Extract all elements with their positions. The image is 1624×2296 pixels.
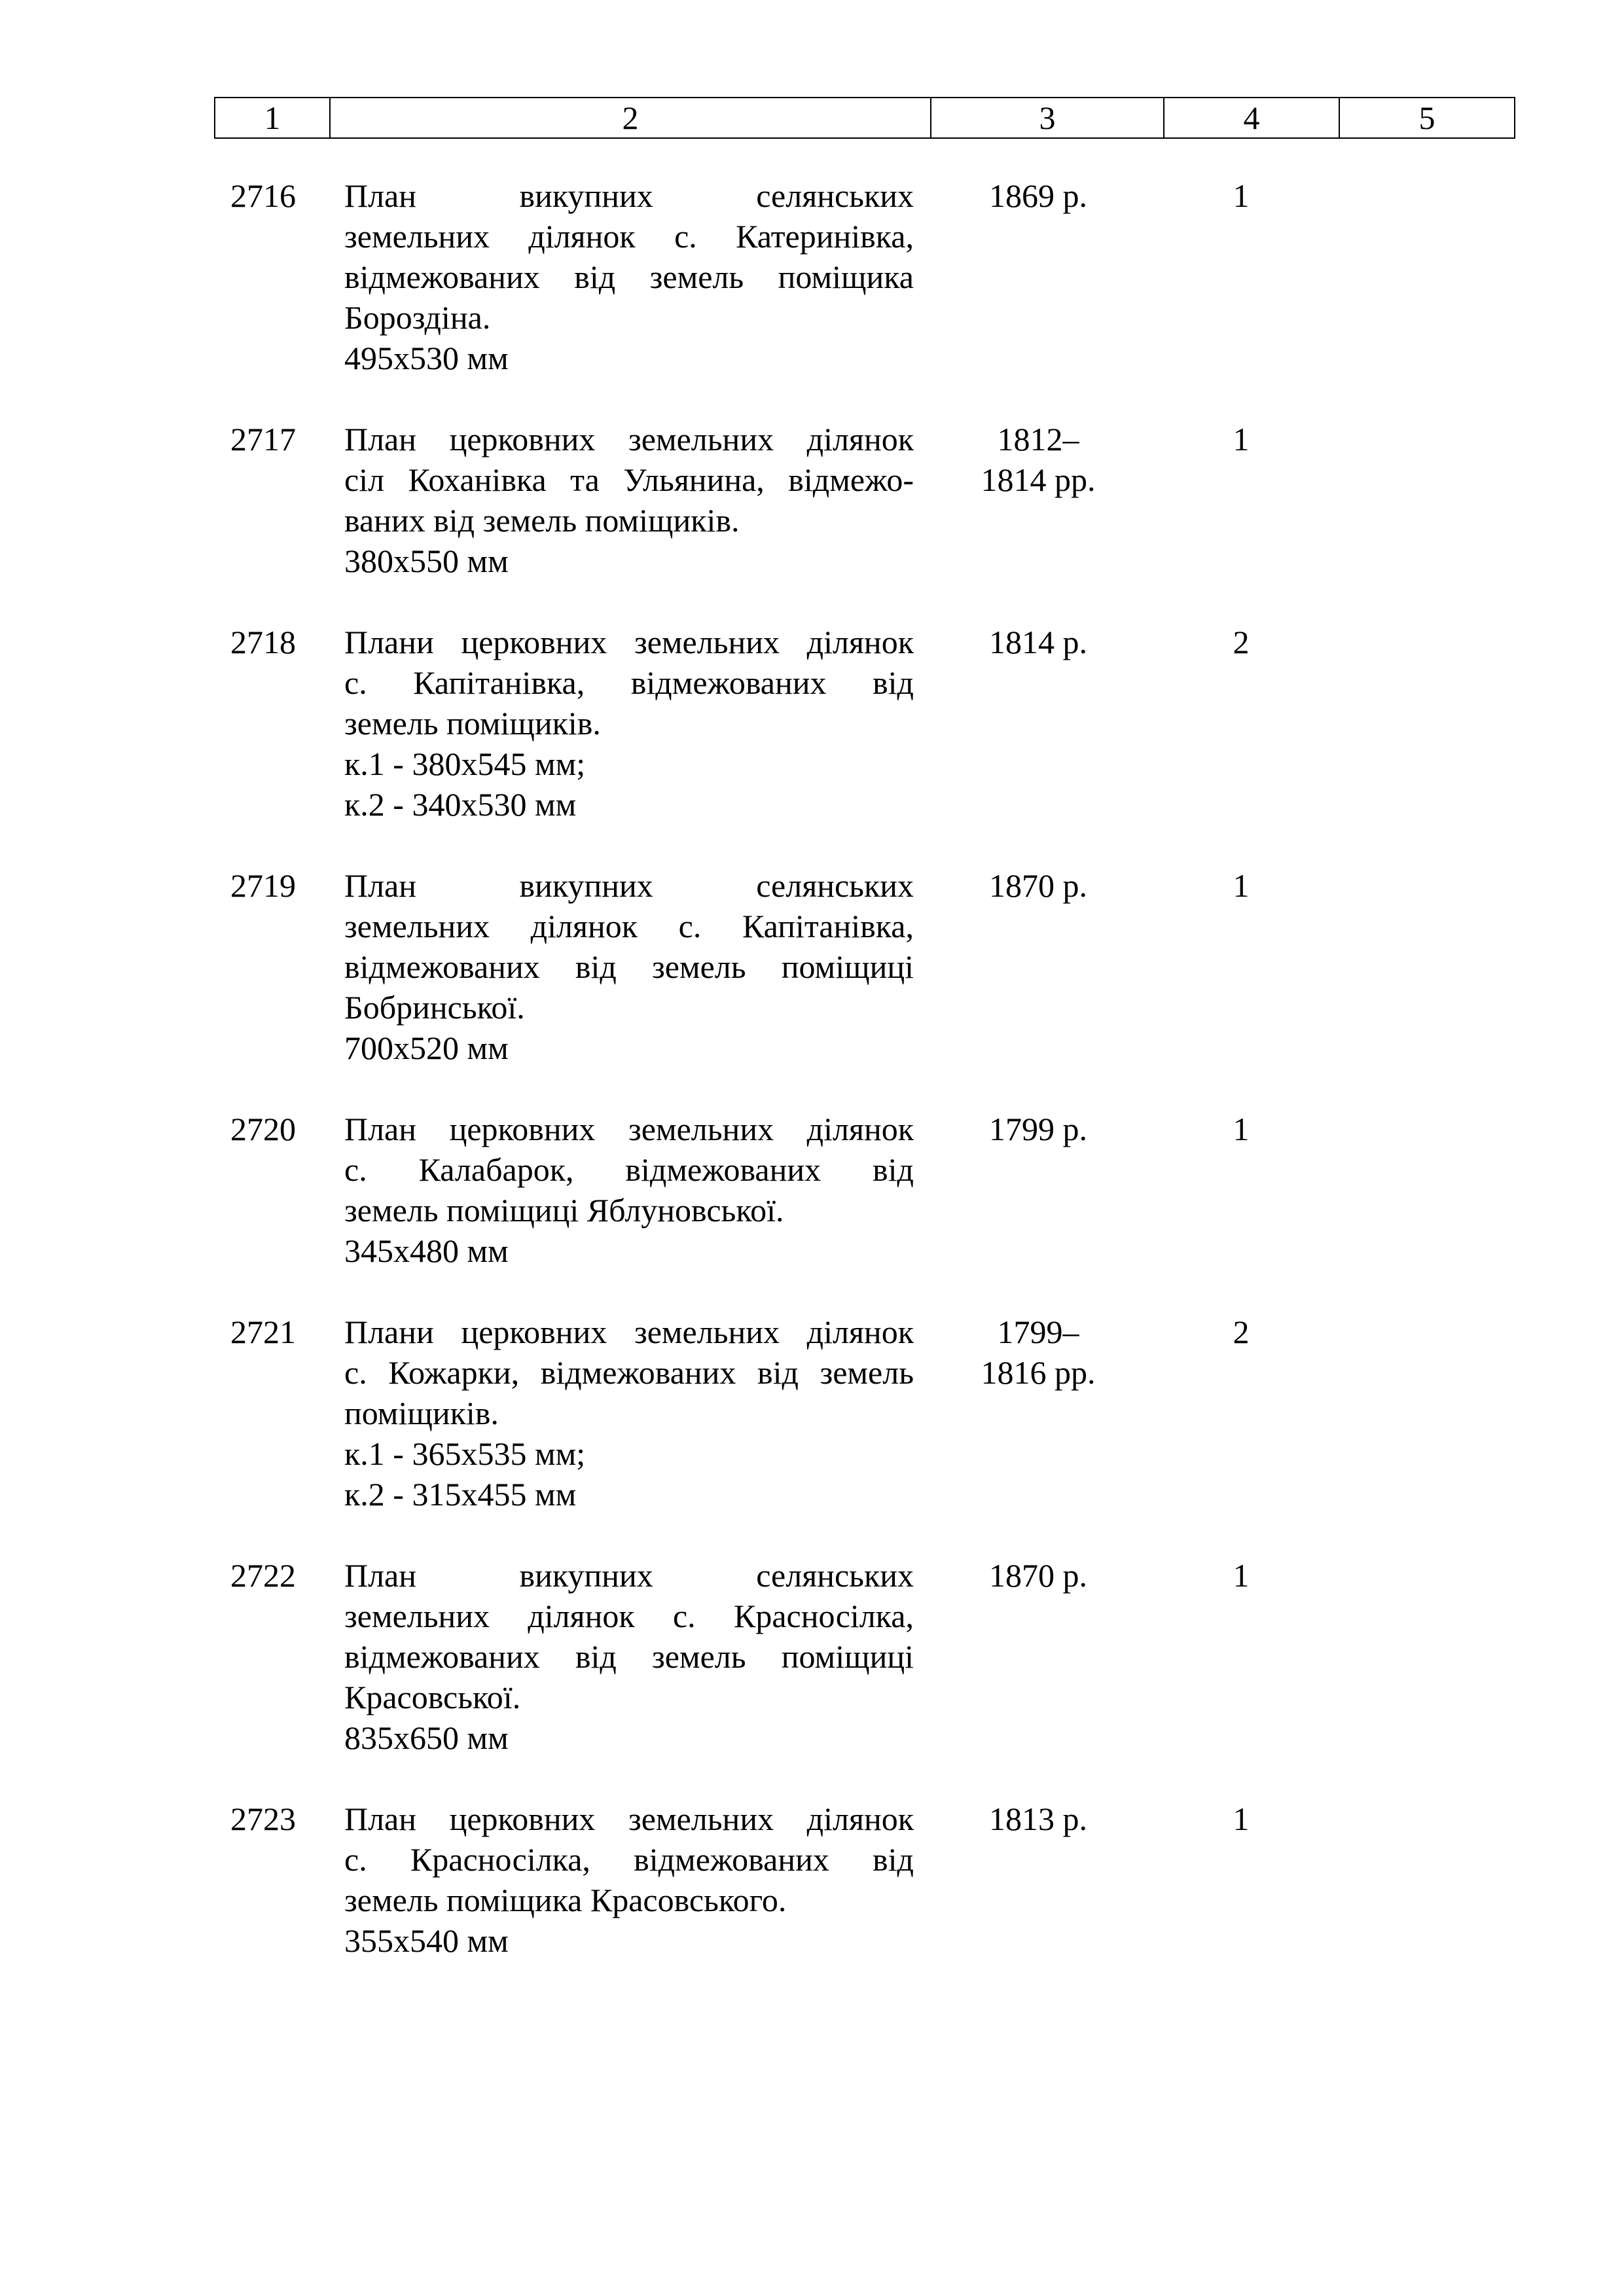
sheet-count: 1: [1233, 1801, 1250, 1837]
record-number: 2718: [230, 624, 296, 660]
description-line: відмежованих від земель поміщиці: [344, 948, 914, 985]
sheet-dimensions: к.1 - 365х535 мм;: [344, 1435, 586, 1472]
record-description: [344, 175, 914, 378]
header-col-2: 2: [330, 98, 931, 138]
catalog-record: [0, 419, 1624, 581]
description-line: План церковних земельних ділянок: [344, 1111, 914, 1147]
description-line: поміщиків.: [344, 1395, 499, 1431]
header-row: [215, 98, 1515, 138]
date-line: 1869 р.: [989, 177, 1087, 214]
description-line: відмежованих від земель поміщика: [344, 259, 914, 295]
record-description: [344, 1555, 914, 1758]
sheet-dimensions: 380х550 мм: [344, 543, 509, 579]
date-line: 1814 р.: [989, 624, 1087, 660]
description-line: с. Калабарок, відмежованих від: [344, 1151, 914, 1188]
date-line: 1870 р.: [989, 867, 1087, 904]
record-number: 2720: [230, 1111, 296, 1147]
record-description: [344, 1312, 914, 1515]
catalog-record: [0, 1799, 1624, 1961]
record-description: [344, 622, 914, 825]
record-number: 2716: [230, 177, 296, 214]
description-line: сіл Коханівка та Ульянина, відмежо-: [344, 461, 914, 498]
description-line: Плани церковних земельних ділянок: [344, 1314, 914, 1350]
description-line: с. Кожарки, відмежованих від земель: [344, 1354, 914, 1391]
record-date: [927, 175, 1149, 378]
record-date: [927, 1312, 1149, 1515]
sheet-count: 1: [1233, 421, 1250, 457]
description-line: земель поміщика Красовського.: [344, 1882, 787, 1918]
description-line: відмежованих від земель поміщиці: [344, 1638, 914, 1675]
record-description: [344, 865, 914, 1068]
date-line: 1799–: [997, 1314, 1079, 1350]
date-line: 1799 р.: [989, 1111, 1087, 1147]
sheet-dimensions: 700х520 мм: [344, 1030, 509, 1066]
record-description: [344, 419, 914, 581]
date-line: 1813 р.: [989, 1801, 1087, 1837]
sheet-count: 1: [1233, 1111, 1250, 1147]
sheet-count: 1: [1233, 1557, 1250, 1594]
sheet-count: 1: [1233, 177, 1250, 214]
date-line: 1870 р.: [989, 1557, 1087, 1594]
sheet-count: 2: [1233, 1314, 1250, 1350]
date-line: 1812–: [997, 421, 1079, 457]
description-line: земельних ділянок с. Красносілка,: [344, 1598, 914, 1634]
record-number: 2717: [230, 421, 296, 457]
record-date: [927, 865, 1149, 1068]
sheet-count: 1: [1233, 867, 1250, 904]
sheet-dimensions: к.2 - 315х455 мм: [344, 1476, 577, 1513]
sheet-dimensions: к.1 - 380х545 мм;: [344, 745, 586, 782]
catalog-record: [0, 1555, 1624, 1758]
description-line: с. Капітанівка, відмежованих від: [344, 664, 914, 701]
sheet-count: 2: [1233, 624, 1250, 660]
description-line: План викупних селянських: [344, 867, 914, 904]
sheet-dimensions: 495х530 мм: [344, 340, 509, 376]
catalog-record: [0, 622, 1624, 825]
column-number-header: [214, 97, 1515, 139]
header-col-3: 3: [931, 98, 1164, 138]
sheet-dimensions: к.2 - 340х530 мм: [344, 786, 577, 823]
description-line: с. Красносілка, відмежованих від: [344, 1841, 914, 1878]
description-line: земель поміщиків.: [344, 705, 601, 742]
date-line: 1816 рр.: [981, 1354, 1096, 1391]
record-number: 2723: [230, 1801, 296, 1837]
record-number: 2721: [230, 1314, 296, 1350]
sheet-dimensions: 345х480 мм: [344, 1232, 509, 1269]
description-line: земельних ділянок с. Капітанівка,: [344, 908, 914, 944]
record-number: 2722: [230, 1557, 296, 1594]
record-number: 2719: [230, 867, 296, 904]
description-line: Бобринської.: [344, 989, 525, 1026]
catalog-record: [0, 1109, 1624, 1271]
description-line: План викупних селянських: [344, 1557, 914, 1594]
description-line: Плани церковних земельних ділянок: [344, 624, 914, 660]
record-date: [927, 1109, 1149, 1271]
record-description: [344, 1799, 914, 1961]
header-col-5: 5: [1339, 98, 1515, 138]
catalog-record: [0, 175, 1624, 378]
catalog-records: [0, 175, 1624, 2001]
description-line: Бороздіна.: [344, 299, 491, 336]
header-col-4: 4: [1164, 98, 1339, 138]
description-line: земель поміщиці Яблуновської.: [344, 1192, 784, 1229]
header-col-1: 1: [215, 98, 330, 138]
description-line: земельних ділянок с. Катеринівка,: [344, 218, 914, 255]
record-date: [927, 1555, 1149, 1758]
description-line: План церковних земельних ділянок: [344, 421, 914, 457]
record-date: [927, 419, 1149, 581]
sheet-dimensions: 835х650 мм: [344, 1719, 509, 1756]
description-line: ваних від земель поміщиків.: [344, 502, 740, 539]
record-date: [927, 1799, 1149, 1961]
description-line: Красовської.: [344, 1679, 521, 1715]
description-line: План викупних селянських: [344, 177, 914, 214]
catalog-record: [0, 1312, 1624, 1515]
description-line: План церковних земельних ділянок: [344, 1801, 914, 1837]
record-description: [344, 1109, 914, 1271]
date-line: 1814 рр.: [981, 461, 1096, 498]
sheet-dimensions: 355х540 мм: [344, 1922, 509, 1959]
catalog-record: [0, 865, 1624, 1068]
record-date: [927, 622, 1149, 825]
